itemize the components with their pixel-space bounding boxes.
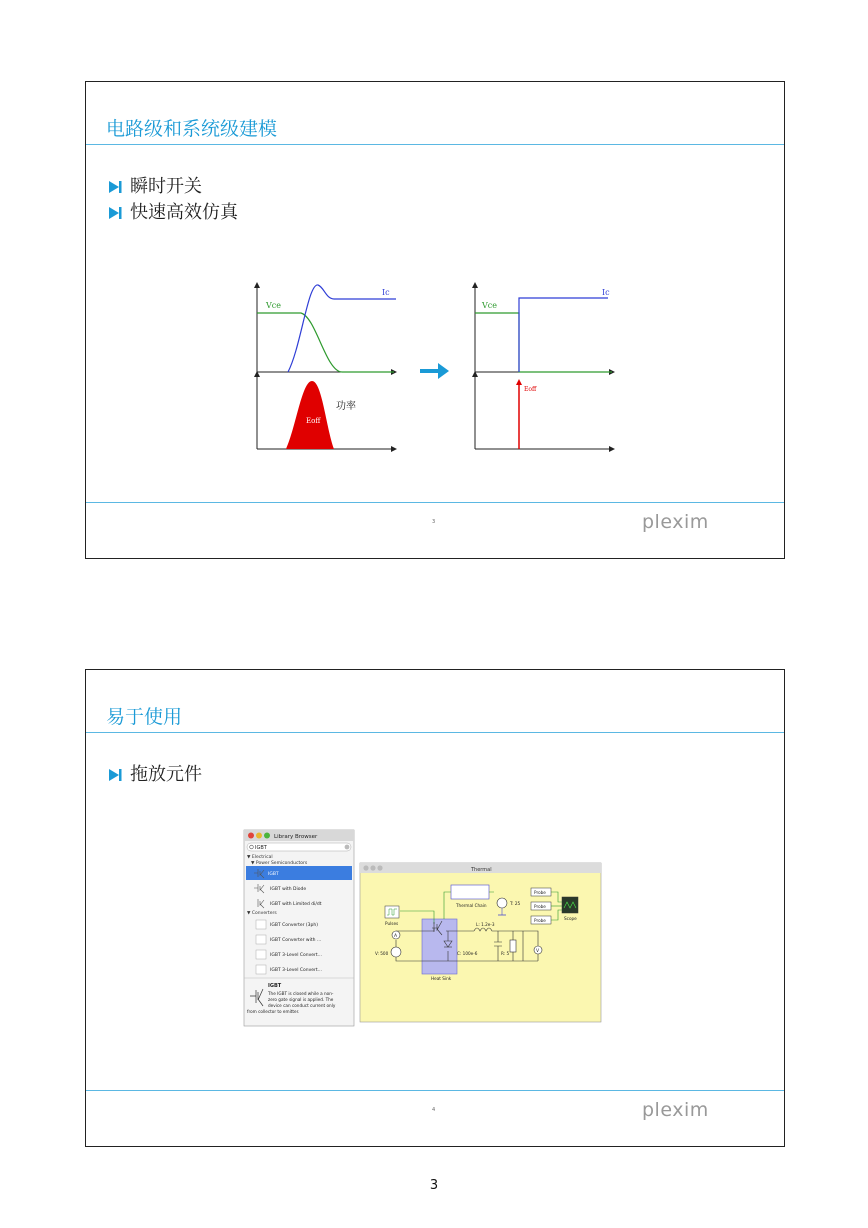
footer-rule (86, 1090, 784, 1091)
voltmeter-label: V (536, 949, 540, 954)
thermal-chain-block[interactable] (451, 885, 489, 899)
slide-title: 易于使用 (106, 706, 183, 728)
ammeter-label: A (394, 934, 398, 939)
power-loss-pulse (286, 381, 334, 449)
resistor-icon[interactable] (510, 940, 516, 952)
detail-line: from collector to emitter. (247, 1009, 300, 1014)
document-page-number: 3 (429, 1178, 439, 1193)
plecs-screenshot (236, 828, 606, 1044)
right-vce-curve (475, 313, 612, 372)
capacitor-label: C: 100e-6 (457, 951, 478, 956)
slide-easy-to-use (85, 669, 785, 1147)
bullet-text: 快速高效仿真 (130, 202, 238, 223)
bullet-item (108, 174, 238, 200)
plexim-logo (642, 1099, 709, 1121)
detail-line: device can conduct current only (268, 1003, 336, 1008)
library-item[interactable]: IGBT 3-Level Convert... (270, 968, 322, 973)
voltage-source-label: V: 500 (375, 951, 389, 956)
probe-label: Probe (534, 904, 546, 909)
scope-block[interactable] (562, 897, 578, 913)
bullet-triangle-icon (108, 180, 122, 194)
plexim-logo-text: plexim (642, 511, 709, 533)
left-ic-label: Ic (382, 288, 390, 297)
zoom-button-icon[interactable] (264, 833, 270, 839)
plexim-logo (642, 511, 709, 533)
minimize-button-icon[interactable] (256, 833, 262, 839)
left-upper-axes (257, 285, 394, 372)
heat-sink-label: Heat Sink (431, 976, 452, 981)
library-item[interactable]: IGBT with Limited di/dt (270, 902, 322, 907)
thermal-window-title: Thermal (471, 867, 492, 873)
title-rule (86, 144, 784, 145)
temperature-source-icon[interactable] (497, 898, 507, 908)
detail-title: IGBT (268, 983, 282, 989)
right-eoff-label: Eoff (524, 386, 537, 393)
tree-electrical[interactable]: ▼ Electrical (247, 855, 273, 860)
bullet-list (108, 762, 202, 788)
scope-label: Scope (564, 916, 577, 921)
close-button-icon[interactable] (248, 833, 254, 839)
left-vce-label: Vce (266, 301, 281, 310)
heat-sink-block[interactable] (422, 919, 457, 974)
left-vce-curve (257, 313, 394, 372)
resistor-label: R: 5 (501, 951, 510, 956)
library-item[interactable]: IGBT Converter with ... (270, 938, 322, 943)
minimize-button-icon[interactable] (370, 865, 375, 870)
thermal-model-window (360, 863, 601, 1022)
slide-page-number: 3 (432, 519, 436, 525)
bullet-item (108, 762, 202, 788)
switching-waveform-diagram (246, 277, 626, 457)
library-item[interactable]: IGBT with Diode (270, 887, 307, 892)
bullet-item (108, 200, 238, 226)
bullet-text: 瞬时开关 (130, 176, 202, 197)
library-window-title: Library Browser (274, 834, 318, 840)
close-button-icon[interactable] (363, 865, 368, 870)
bullet-triangle-icon (108, 768, 122, 782)
probe-label: Probe (534, 918, 546, 923)
bullet-text: 拖放元件 (130, 764, 202, 785)
title-rule (86, 732, 784, 733)
pulses-label: Pulses (385, 921, 399, 926)
tree-converters[interactable]: ▼ Converters (247, 911, 277, 916)
library-item[interactable]: IGBT 3-Level Convert... (270, 953, 322, 958)
library-browser-window (244, 830, 354, 1026)
impulse-arrowhead-icon (516, 379, 522, 385)
detail-line: zero gate signal is applied. The (268, 997, 334, 1002)
inductor-label: L: 1.2e-3 (476, 922, 495, 927)
library-item[interactable]: IGBT (268, 872, 279, 877)
left-ic-curve (288, 285, 396, 372)
plexim-logo-text: plexim (642, 1099, 709, 1121)
right-ic-curve (519, 298, 608, 372)
bullet-list (108, 174, 238, 226)
detail-line: The IGBT is closed while a non- (268, 991, 334, 996)
voltage-source-icon[interactable] (391, 947, 401, 957)
temperature-label: T: 25 (510, 901, 521, 906)
probe-label: Probe (534, 890, 546, 895)
zoom-button-icon[interactable] (377, 865, 382, 870)
thermal-chain-label: Thermal Chain (456, 903, 487, 908)
footer-rule (86, 502, 784, 503)
power-label: 功率 (336, 401, 356, 412)
eoff-label: Eoff (306, 417, 321, 425)
slide-circuit-system-modeling (85, 81, 785, 559)
library-item[interactable]: IGBT Converter (3ph) (270, 923, 319, 928)
right-ic-label: Ic (602, 288, 610, 297)
slide-page-number: 4 (432, 1107, 436, 1113)
right-lower-axes (475, 374, 612, 449)
bullet-triangle-icon (108, 206, 122, 220)
transition-arrow-icon (420, 363, 449, 379)
right-vce-label: Vce (482, 301, 497, 310)
slide-title: 电路级和系统级建模 (106, 118, 278, 140)
search-value: IGBT (255, 845, 267, 851)
tree-power-semiconductors[interactable]: ▼ Power Semiconductors (251, 861, 308, 866)
clear-search-icon[interactable] (345, 845, 350, 850)
